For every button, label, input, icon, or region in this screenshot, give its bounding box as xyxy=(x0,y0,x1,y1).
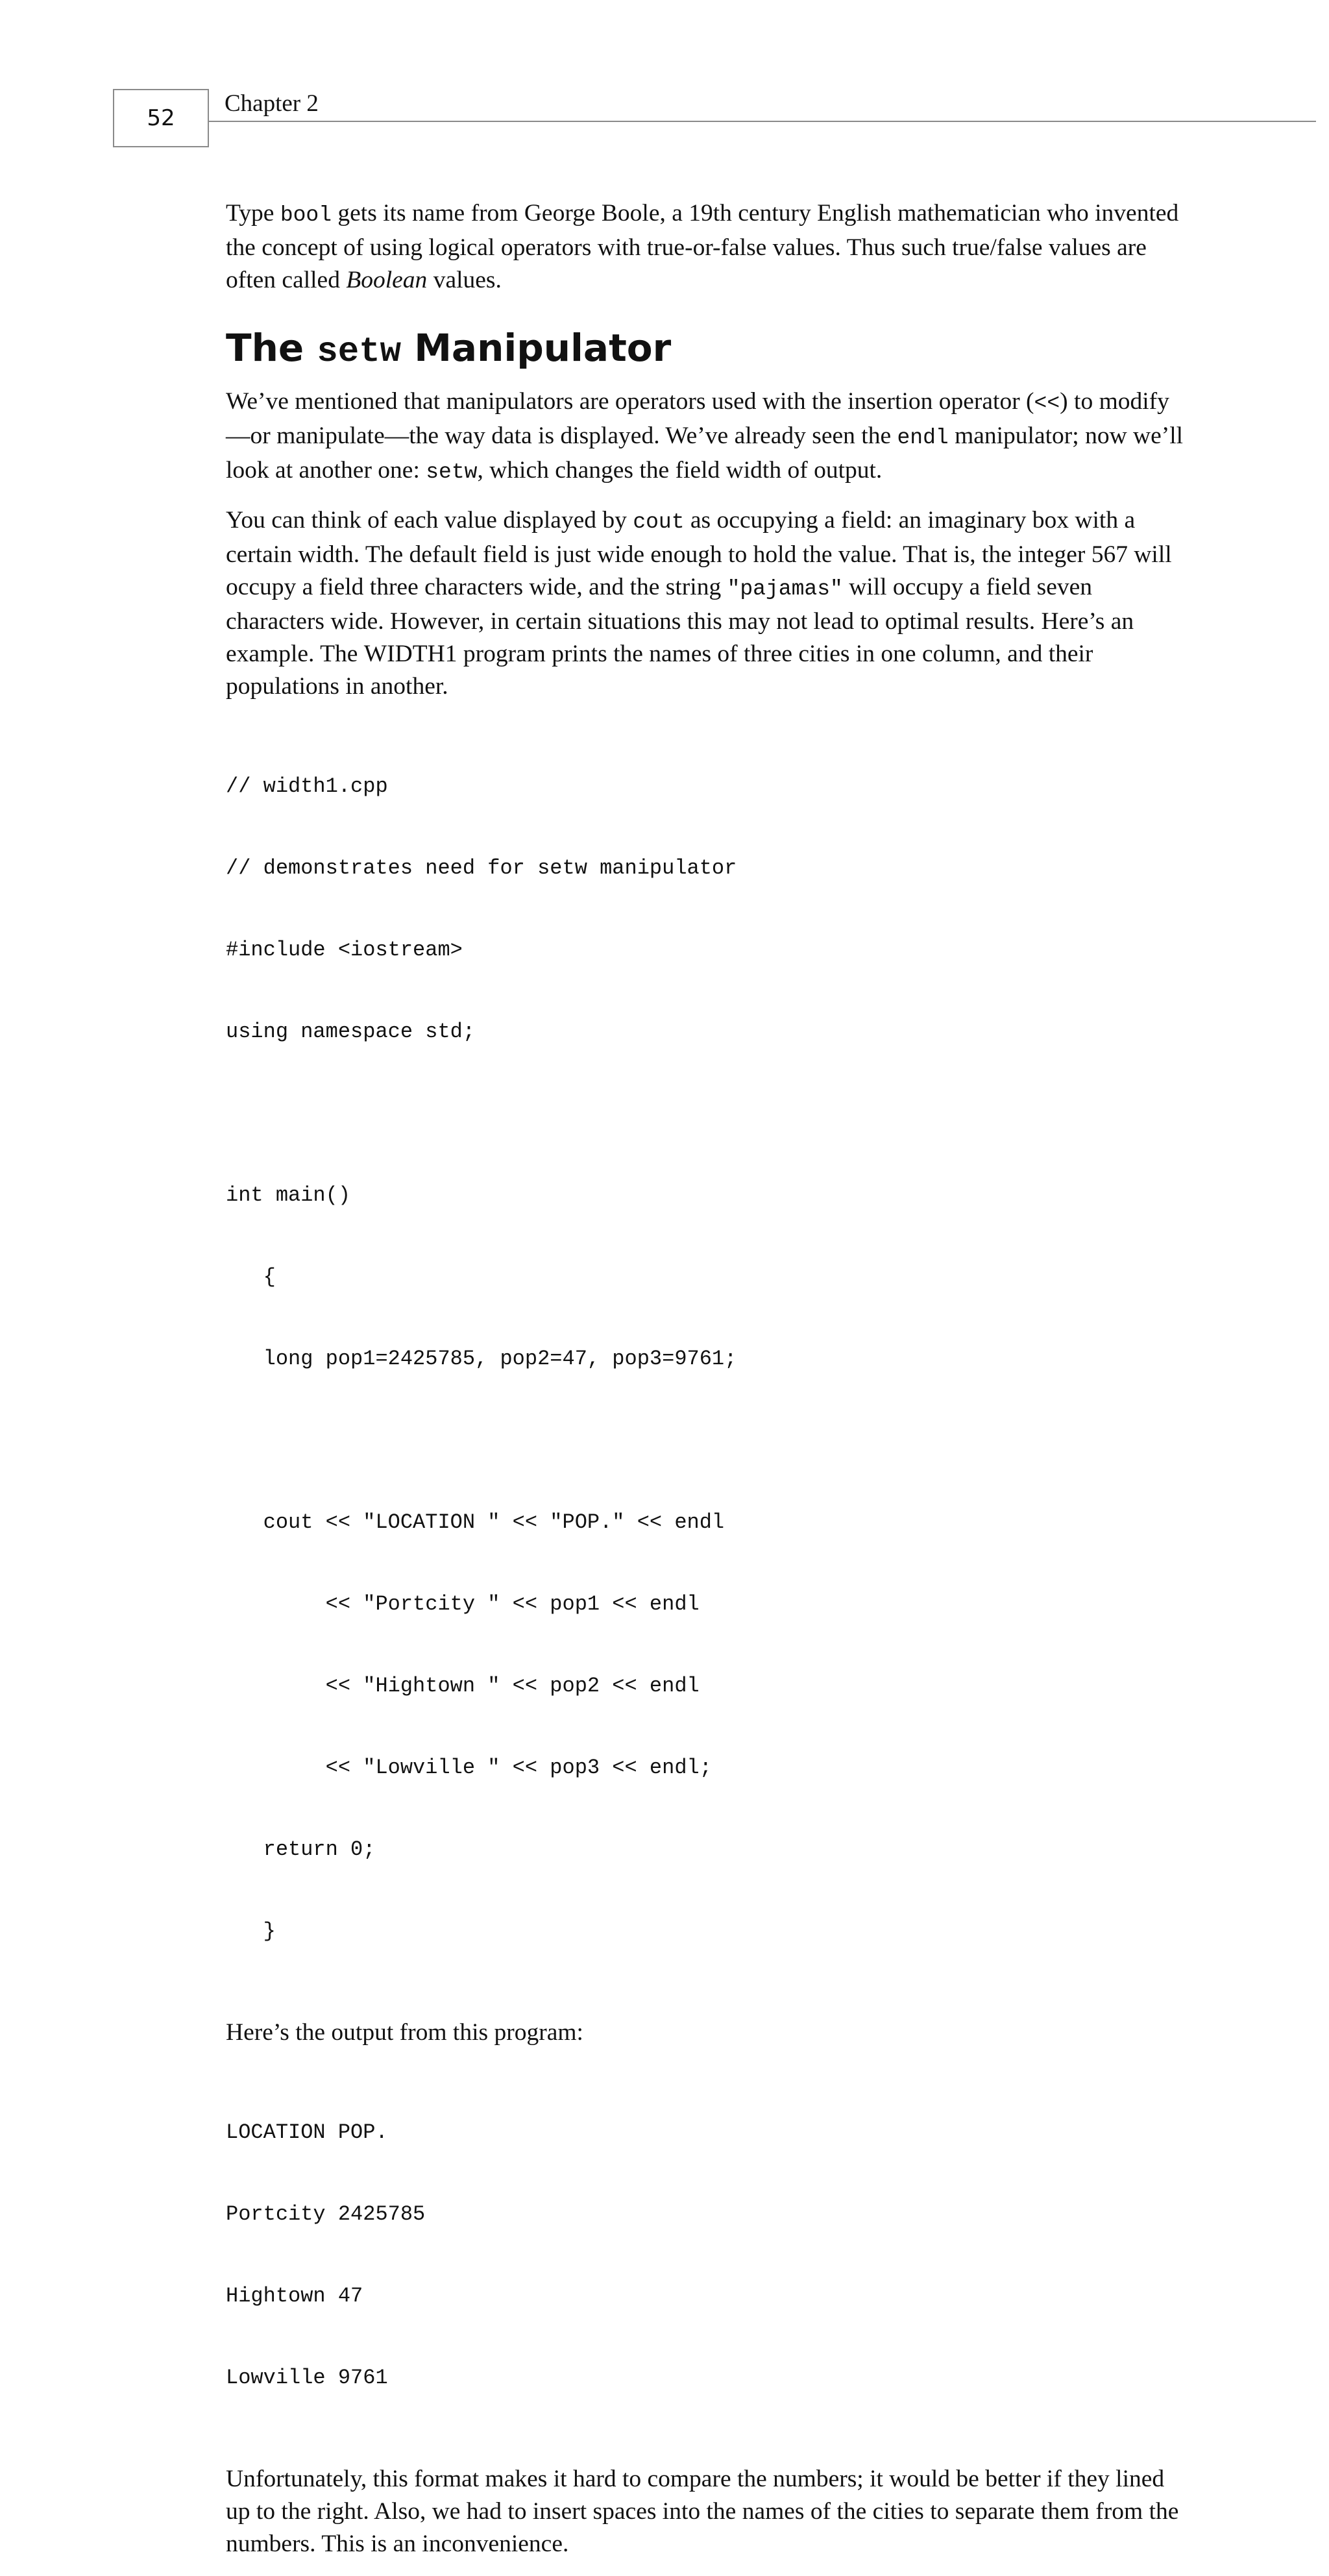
inline-code: bool xyxy=(280,203,332,227)
manipulator-paragraph xyxy=(226,386,1186,489)
inline-code: endl xyxy=(897,426,949,450)
inline-code: << xyxy=(1034,391,1060,415)
page-content xyxy=(226,197,1186,2576)
inline-code: setw xyxy=(426,460,478,484)
text-run: gets its name from George Boole, a 19th century English mathematician who invented the concept of using logical operators with true-or-false values. Thus such true/false values are often called xyxy=(226,200,1179,293)
code-line: << "Lowville " << pop3 << endl; xyxy=(226,1756,712,1780)
code-line: return 0; xyxy=(226,1837,376,1861)
output-line: Hightown 47 xyxy=(226,2284,363,2308)
header-rule xyxy=(209,121,1316,122)
output-intro-paragraph: Here’s the output from this program: xyxy=(226,2019,583,2046)
code-line: long pop1=2425785, pop2=47, pop3=9761; xyxy=(226,1347,737,1371)
code-line: } xyxy=(226,1919,276,1943)
code-line xyxy=(226,1427,1186,1454)
output-line: Portcity 2425785 xyxy=(226,2202,426,2226)
conclusion-paragraph: Unfortunately, this format makes it hard to compare the numbers; it would be better if they lined up to the right. Also, we had to insert spaces into the names of the cities to separate them from the numbers. This is an inconvenience. xyxy=(226,2466,1179,2557)
code-line xyxy=(226,1100,1186,1127)
heading-text: The xyxy=(226,326,317,370)
code-line: // width1.cpp xyxy=(226,774,388,798)
code-line: // demonstrates need for setw manipulator xyxy=(226,856,737,880)
section-heading xyxy=(226,325,1186,375)
program-listing xyxy=(226,718,1186,2000)
text-run: will occupy a field seven characters wide. However, in certain situations this may not lead to optimal results. Here’s an example. The xyxy=(226,574,1134,667)
text-run: ) to modify—or manipulate—the way data is displayed. We’ve already seen the xyxy=(226,388,1169,449)
text-run: 1 program prints the names of three cities in one column, and their populations in another. xyxy=(226,641,1093,700)
text-run: Type xyxy=(226,200,280,227)
text-run: We’ve mentioned that manipulators are operators used with the insertion operator ( xyxy=(226,388,1034,415)
output-line: LOCATION POP. xyxy=(226,2120,388,2144)
page-header xyxy=(0,0,1329,156)
chapter-label: Chapter 2 xyxy=(225,90,319,117)
code-line: using namespace std; xyxy=(226,1020,476,1044)
code-line: #include <iostream> xyxy=(226,938,463,962)
inline-code: cout xyxy=(633,510,685,534)
heading-code: setw xyxy=(317,332,402,372)
emphasis: Boolean xyxy=(346,267,428,293)
text-run: as occupying a field: an imaginary box with a certain width. The default field is just wide enough to hold the value. That is, the integer 567 will occupy a field three characters wide, and the string xyxy=(226,507,1172,600)
text-run: , which changes the field width of output. xyxy=(477,457,883,484)
program-name: WIDTH xyxy=(363,641,445,667)
page-number: 52 xyxy=(113,89,209,147)
output-line: Lowville 9761 xyxy=(226,2366,388,2390)
code-line: cout << "LOCATION " << "POP." << endl xyxy=(226,1510,725,1534)
inline-code: "pajamas" xyxy=(727,577,843,601)
text-run: You can think of each value displayed by xyxy=(226,507,633,534)
code-line: << "Portcity " << pop1 << endl xyxy=(226,1592,700,1616)
code-line: { xyxy=(226,1265,276,1289)
code-line: << "Hightown " << pop2 << endl xyxy=(226,1674,700,1698)
intro-paragraph xyxy=(226,197,1186,297)
field-width-paragraph xyxy=(226,504,1186,703)
code-line: int main() xyxy=(226,1183,351,1207)
heading-text: Manipulator xyxy=(401,326,672,370)
text-run: values. xyxy=(427,267,502,293)
program-output xyxy=(226,2065,1186,2446)
text-run: manipulator; now we’ll look at another one: xyxy=(226,423,1184,484)
